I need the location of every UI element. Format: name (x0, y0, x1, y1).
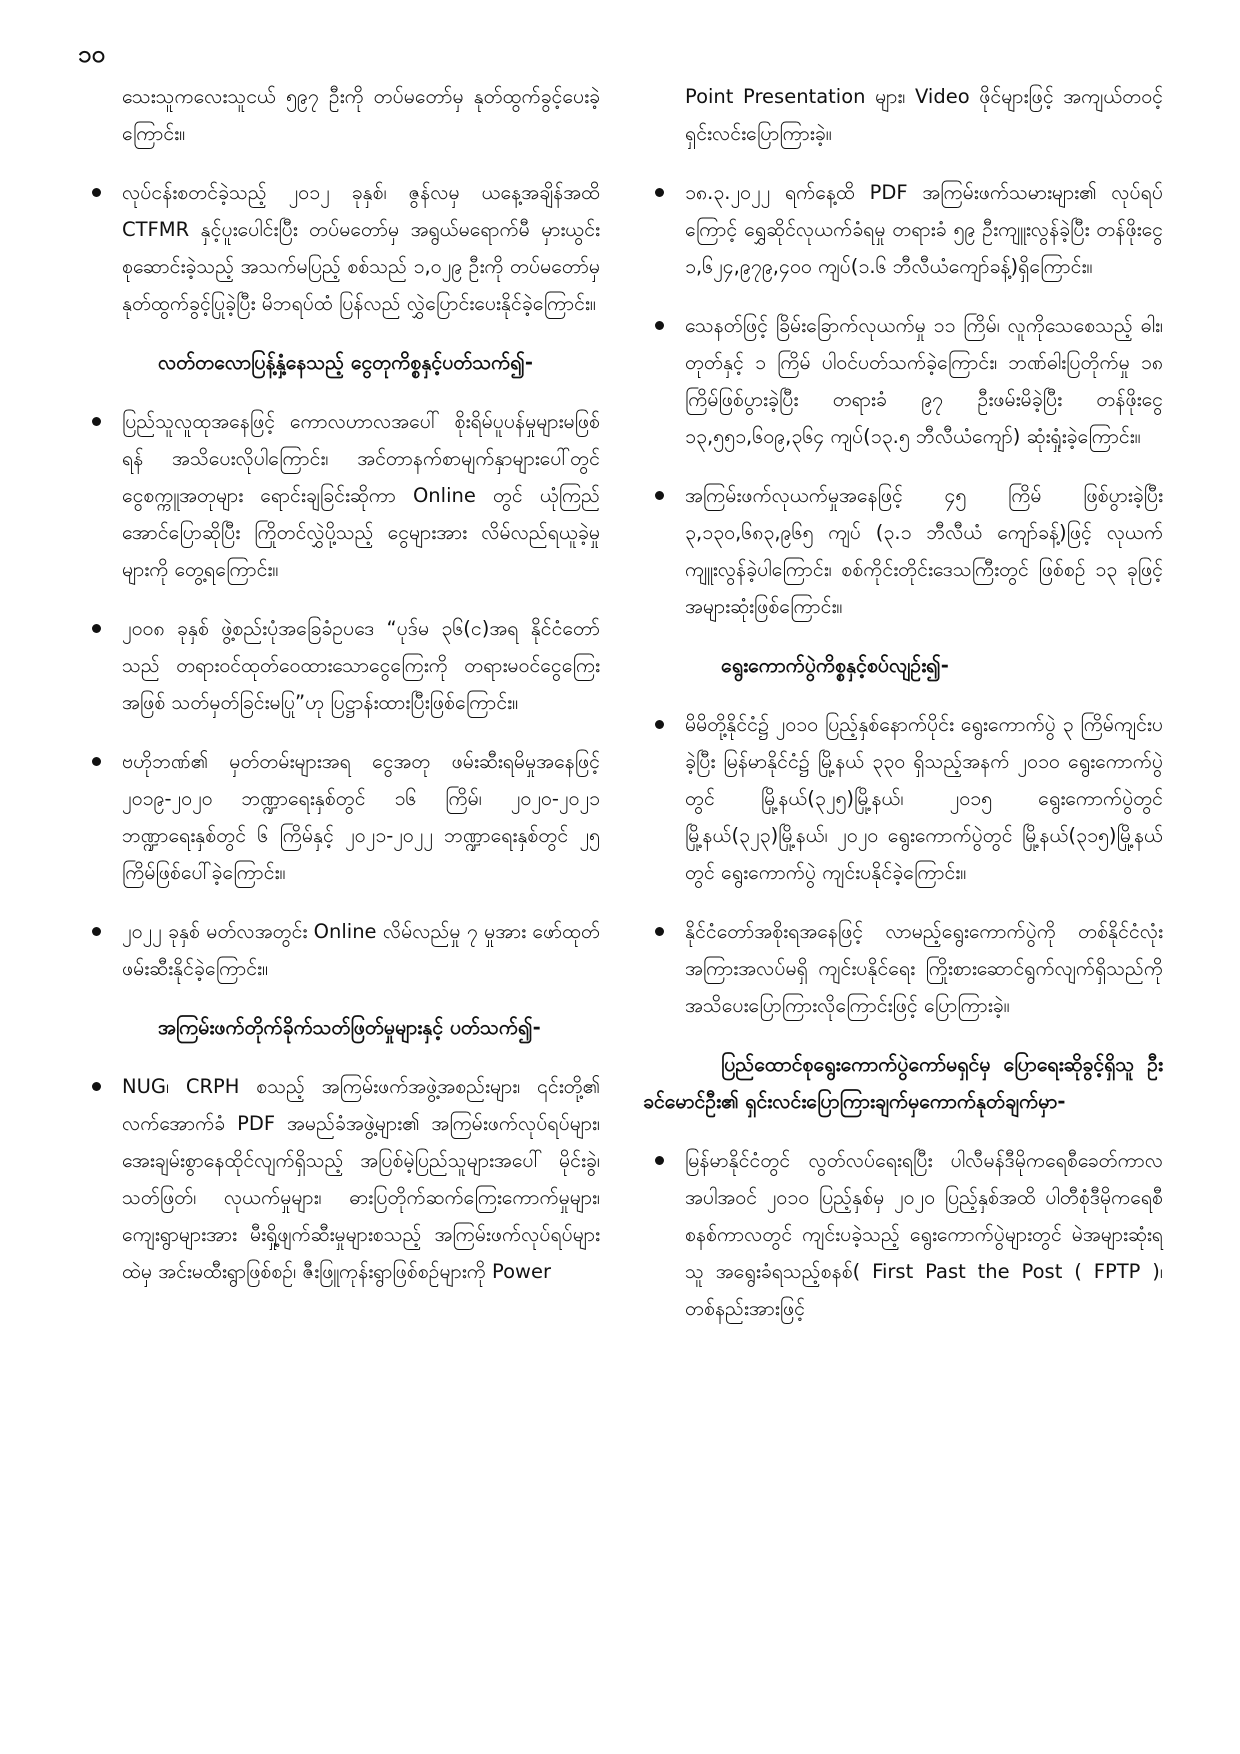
bullet-text: NUG၊ CRPH စသည့် အကြမ်းဖက်အဖွဲ့အစည်းများ၊ ၎င်းတို့၏ လက်အောက်ခံ PDF အမည်ခံအဖွဲ့များ၏ အကြမ်းဖက်လုပ်ရပ်များ၊ အေးချမ်းစွာနေထိုင်လျက်ရှိသည့် အပြစ်မဲ့ပြည်သူများအပေါ် မိုင်းခွဲ၊ သတ်ဖြတ်၊ လုယက်မှုများ၊ ဓားပြတိုက်ဆက်ကြေးကောက်မှုများ၊ ကျေးရွာများအား မီးရှို့ဖျက်ဆီးမှုများစသည့် အကြမ်းဖက်လုပ်ရပ်များထဲမှ အင်းမထီးရွာဖြစ်စဉ်၊ ဇီးဖြူကုန်းရွာဖြစ်စဉ်များကို Power (122, 1075, 600, 1283)
bullet-item (643, 706, 1163, 891)
page-number: ၁၀ (78, 40, 105, 68)
bullet-icon (655, 491, 664, 500)
bullet-icon (92, 927, 101, 936)
bullet-item (80, 913, 600, 987)
section-heading: ပြည်ထောင်စုရွေးကောက်ပွဲကော်မရှင်မှ ပြောရေးဆိုခွင့်ရှိသူ ဦးခင်မောင်ဦး၏ ရှင်းလင်းပြောကြားချက်မှကောက်နုတ်ချက်မှာ- (643, 1053, 1163, 1113)
bullet-text: နိုင်ငံတော်အစိုးရအနေဖြင့် လာမည့်ရွေးကောက်ပွဲကို တစ်နိုင်ငံလုံး အကြားအလပ်မရှိ ကျင်းပနိုင်ရေး ကြိုးစားဆောင်ရွက်လျက်ရှိသည်ကို အသိပေးပြောကြားလိုကြောင်းဖြင့် ပြောကြားခဲ့။ (685, 920, 1163, 1017)
section-heading: လတ်တလောပြန့်နှံ့နေသည့် ငွေတုကိစ္စနှင့်ပတ်သက်၍- (158, 351, 533, 374)
bullet-text: ၂၀၀၈ ခုနှစ် ဖွဲ့စည်းပုံအခြေခံဥပဒေ “ပုဒ်မ ၃၆(င)အရ နိုင်ငံတော်သည် တရားဝင်ထုတ်ဝေထားသောငွေကြေးကို တရားမဝင်ငွေကြေးအဖြစ် သတ်မှတ်ခြင်းမပြု”ဟု ပြဋ္ဌာန်းထားပြီးဖြစ်ကြောင်း။ (122, 617, 600, 714)
bullet-item (643, 307, 1163, 455)
bullet-icon (92, 757, 101, 766)
bullet-icon (92, 624, 101, 633)
bullet-icon (92, 417, 101, 426)
bullet-text: ဗဟိုဘဏ်၏ မှတ်တမ်းများအရ ငွေအတု ဖမ်းဆီးရမိမှုအနေဖြင့် ၂၀၁၉-၂၀၂၀ ဘဏ္ဍာရေးနှစ်တွင် ၁၆ ကြိမ်၊ ၂၀၂၀-၂၀၂၁ ဘဏ္ဍာရေးနှစ်တွင် ၆ ကြိမ်နှင့် ၂၀၂၁-၂၀၂၂ ဘဏ္ဍာရေးနှစ်တွင် ၂၅ ကြိမ်ဖြစ်ပေါ်ခဲ့ကြောင်း။ (122, 750, 600, 884)
left-column (80, 78, 600, 1312)
bullet-text: လုပ်ငန်းစတင်ခဲ့သည့် ၂၀၁၂ ခုနှစ်၊ ဇွန်လမှ ယနေ့အချိန်အထိ CTFMR နှင့်ပူးပေါင်းပြီး တပ်မတော်မှ အရွယ်မရောက်မီ မှားယွင်းစုဆောင်းခဲ့သည့် အသက်မပြည့် စစ်သည် ၁,၀၂၉ ဦးကို တပ်မတော်မှ နုတ်ထွက်ခွင့်ပြုခဲ့ပြီး မိဘရပ်ထံ ပြန်လည် လွှဲပြောင်းပေးနိုင်ခဲ့ကြောင်း။ (122, 181, 600, 315)
paragraph: သေးသူကလေးသူငယ် ၅၉၇ ဦးကို တပ်မတော်မှ နုတ်ထွက်ခွင့်ပေးခဲ့ကြောင်း။ (122, 85, 600, 145)
bullet-text: ပြည်သူလူထုအနေဖြင့် ကောလဟာလအပေါ် စိုးရိမ်ပူပန်မှုများမဖြစ်ရန် အသိပေးလိုပါကြောင်း၊ အင်တာနက်စာမျက်နှာများပေါ်တွင် ငွေစက္ကူအတုများ ရောင်းချခြင်းဆိုကာ Online တွင် ယုံကြည်အောင်ပြောဆိုပြီး ကြိုတင်လွှဲပို့သည့် ငွေများအား လိမ်လည်ရယူခဲ့မှုများကို တွေ့ရကြောင်း။ (122, 410, 600, 581)
bullet-text: မိမိတို့နိုင်ငံ၌ ၂၀၁၀ ပြည့်နှစ်နောက်ပိုင်း ရွေးကောက်ပွဲ ၃ ကြိမ်ကျင်းပခဲ့ပြီး မြန်မာနိုင်ငံ၌ မြို့နယ် ၃၃၀ ရှိသည့်အနက် ၂၀၁၀ ရွေးကောက်ပွဲတွင် မြို့နယ်(၃၂၅)မြို့နယ်၊ ၂၀၁၅ ရွေးကောက်ပွဲတွင် မြို့နယ်(၃၂၃)မြို့နယ်၊ ၂၀၂၀ ရွေးကောက်ပွဲတွင် မြို့နယ်(၃၁၅)မြို့နယ်တွင် ရွေးကောက်ပွဲ ကျင်းပနိုင်ခဲ့ကြောင်း။ (685, 713, 1163, 884)
bullet-text: သေနတ်ဖြင့် ခြိမ်းခြောက်လုယက်မှု ၁၁ ကြိမ်၊ လူကိုသေစေသည့် ဓါး၊ တုတ်နှင့် ၁ ကြိမ် ပါဝင်ပတ်သက်ခဲ့ကြောင်း၊ ဘဏ်ဓါးပြတိုက်မှု ၁၈ ကြိမ်ဖြစ်ပွားခဲ့ပြီး တရားခံ ၉၇ ဦးဖမ်းမိခဲ့ပြီး တန်ဖိုးငွေ ၁၃,၅၅၁,၆၀၉,၃၆၄ ကျပ်(၁၃.၅ ဘီလီယံကျော်) ဆုံးရှုံးခဲ့ကြောင်း။ (685, 314, 1163, 448)
bullet-text: ၂၀၂၂ ခုနှစ် မတ်လအတွင်း Online လိမ်လည်မှု ၇ မှုအား ဖော်ထုတ်ဖမ်းဆီးနိုင်ခဲ့ကြောင်း။ (122, 920, 600, 980)
bullet-text: မြန်မာနိုင်ငံတွင် လွတ်လပ်ရေးရပြီး ပါလီမန်ဒီမိုကရေစီခေတ်ကာလအပါအဝင် ၂၀၁၀ ပြည့်နှစ်မှ ၂၀၂၀ ပြည့်နှစ်အထိ ပါတီစုံဒီမိုကရေစီစနစ်ကာလတွင် ကျင်းပခဲ့သည့် ရွေးကောက်ပွဲများတွင် မဲအများဆုံးရသူ အရွေးခံရသည့်စနစ်( First Past the Post ( FPTP )၊ တစ်နည်းအားဖြင့် (685, 1149, 1163, 1320)
paragraph: Point Presentation များ၊ Video ဖိုင်များဖြင့် အကျယ်တဝင့်ရှင်းလင်းပြောကြားခဲ့။ (685, 85, 1163, 145)
bullet-icon (655, 1156, 664, 1165)
bullet-item (643, 174, 1163, 285)
bullet-item (643, 477, 1163, 625)
bullet-item (80, 174, 600, 322)
bullet-text: ၁၈.၃.၂၀၂၂ ရက်နေ့ထိ PDF အကြမ်းဖက်သမားများ၏ လုပ်ရပ်ကြောင့် ရွှေဆိုင်လုယက်ခံရမှု တရားခံ ၅၉ ဦးကျူးလွန်ခဲ့ပြီး တန်ဖိုးငွေ ၁,၆၂၄,၉၇၉,၄၀၀ ကျပ်(၁.၆ ဘီလီယံကျော်ခန့်)ရှိကြောင်း။ (685, 181, 1163, 278)
bullet-item (80, 743, 600, 891)
bullet-icon (655, 720, 664, 729)
section-heading: ရွေးကောက်ပွဲကိစ္စနှင့်စပ်လျဉ်း၍- (721, 654, 949, 677)
bullet-icon (655, 321, 664, 330)
bullet-icon (655, 188, 664, 197)
bullet-item (80, 610, 600, 721)
bullet-icon (92, 188, 101, 197)
bullet-item (643, 1142, 1163, 1327)
section-heading: အကြမ်းဖက်တိုက်ခိုက်သတ်ဖြတ်မှုများနှင့် ပတ်သက်၍- (158, 1016, 541, 1039)
bullet-item (643, 913, 1163, 1024)
bullet-item (80, 403, 600, 588)
bullet-text: အကြမ်းဖက်လုယက်မှုအနေဖြင့် ၄၅ ကြိမ် ဖြစ်ပွားခဲ့ပြီး ၃,၁၃၀,၆၈၃,၉၆၅ ကျပ် (၃.၁ ဘီလီယံ ကျော်ခန့်)ဖြင့် လုယက်ကျူးလွန်ခဲ့ပါကြောင်း၊ စစ်ကိုင်းတိုင်းဒေသကြီးတွင် ဖြစ်စဉ် ၁၃ ခုဖြင့် အများဆုံးဖြစ်ကြောင်း။ (685, 484, 1163, 618)
bullet-icon (92, 1082, 101, 1091)
bullet-item (80, 1068, 600, 1290)
bullet-icon (655, 927, 664, 936)
right-column (643, 78, 1163, 1349)
